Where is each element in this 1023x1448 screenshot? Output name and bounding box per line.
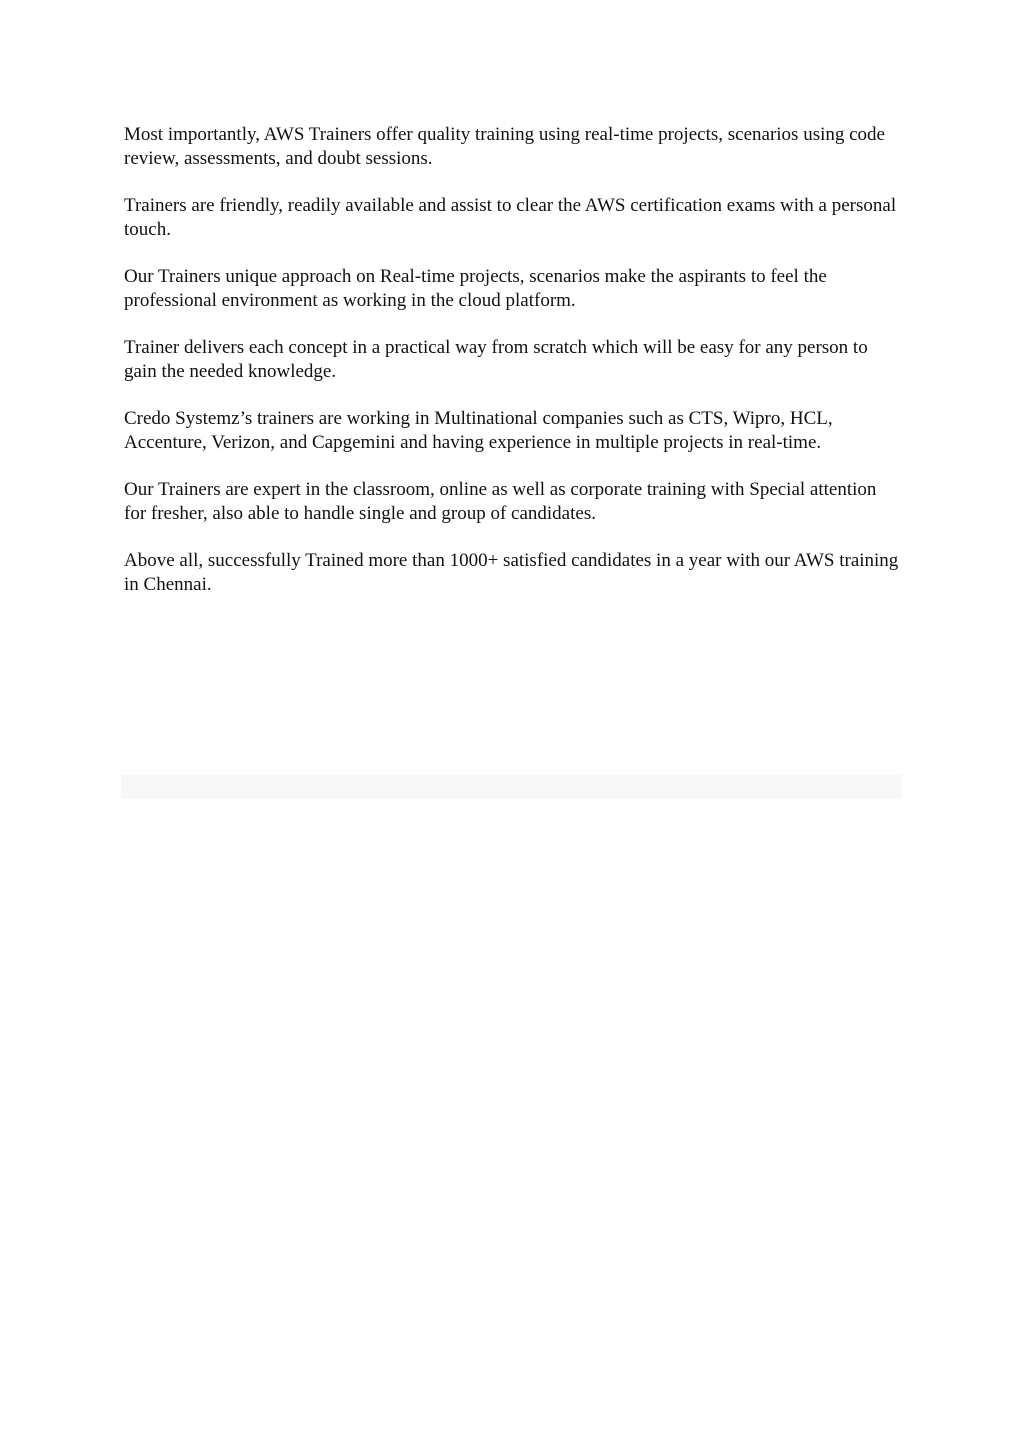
paragraph-expert-trainers: Our Trainers are expert in the classroom, online as well as corporate training with Special attention for fresher, also able to handle single and group of candidates. <box>124 479 877 524</box>
shaded-bar <box>121 775 902 799</box>
paragraph-quality-training: Most importantly, AWS Trainers offer quality training using real-time projects, scenarios using code review, assessments, and doubt sessions. <box>124 124 885 169</box>
document-body <box>124 123 900 620</box>
paragraph-trained-candidates: Above all, successfully Trained more than 1000+ satisfied candidates in a year with our AWS training in Chennai. <box>124 550 899 595</box>
paragraph-practical-delivery: Trainer delivers each concept in a practical way from scratch which will be easy for any person to gain the needed knowledge. <box>124 337 868 382</box>
paragraph-unique-approach: Our Trainers unique approach on Real-time projects, scenarios make the aspirants to feel the professional environment as working in the cloud platform. <box>124 266 827 311</box>
paragraph-trainer-companies: Credo Systemz’s trainers are working in Multinational companies such as CTS, Wipro, HCL, Accenture, Verizon, and Capgemini and having experience in multiple projects in real-time. <box>124 408 833 453</box>
paragraph-friendly-trainers: Trainers are friendly, readily available and assist to clear the AWS certification exams with a personal touch. <box>124 195 897 240</box>
